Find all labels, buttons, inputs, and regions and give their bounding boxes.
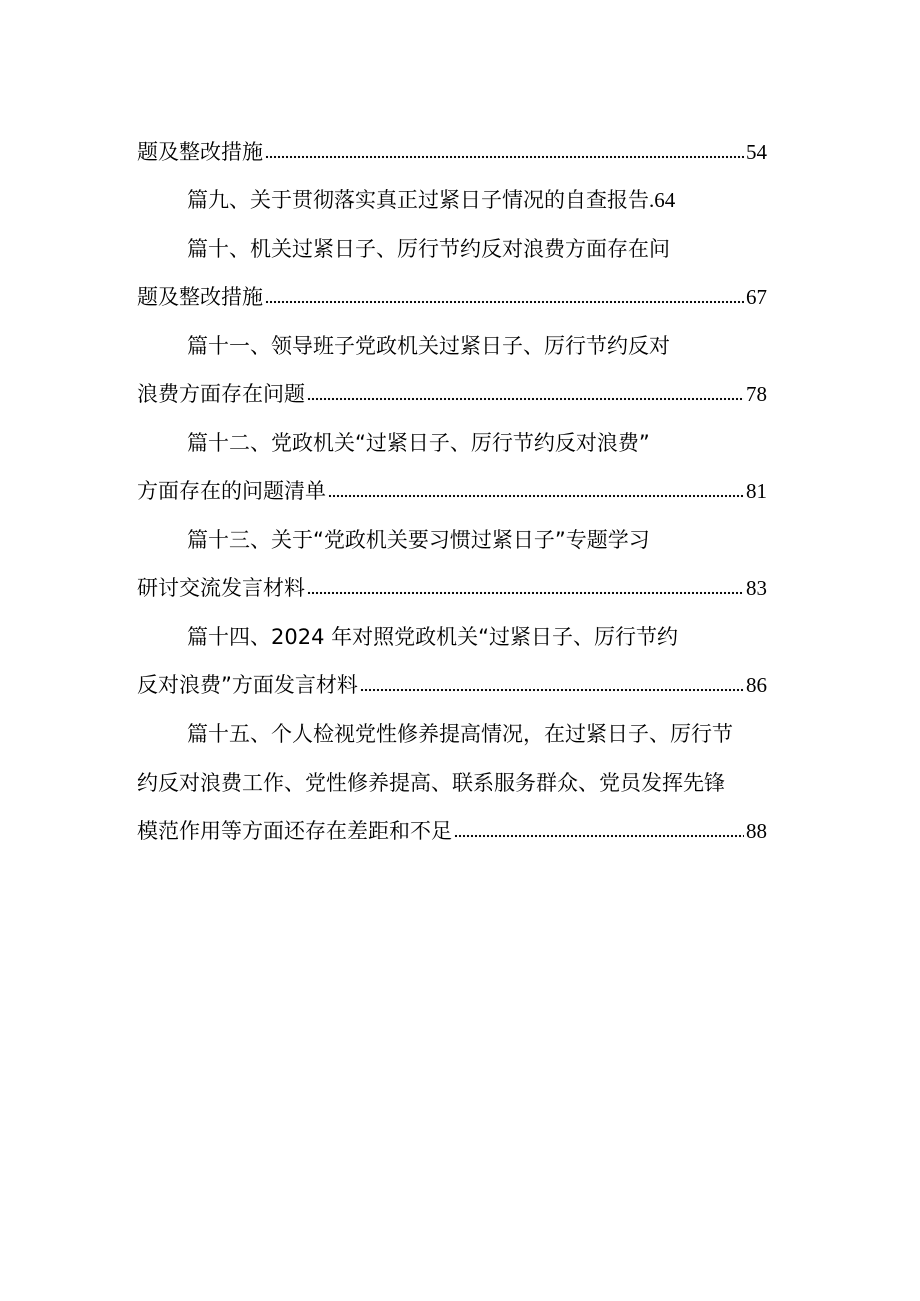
toc-entry-15-line2[interactable] <box>137 763 787 803</box>
toc-entry-11-line2[interactable] <box>137 374 767 414</box>
toc-entry-8-cont[interactable] <box>137 132 767 172</box>
toc-entry-14-line1[interactable] <box>187 617 767 657</box>
toc-entry-11-line1[interactable] <box>187 326 767 366</box>
toc-entry-title: 反对浪费”方面发言材料 <box>137 673 358 697</box>
toc-page-number: 54 <box>746 140 767 164</box>
toc-page-number: 78 <box>746 382 767 406</box>
toc-entry-title: 题及整改措施 <box>137 140 263 164</box>
toc-entry-14-line2[interactable] <box>137 665 767 705</box>
toc-entry-13-line1[interactable] <box>187 520 767 560</box>
toc-entry-12-line1[interactable] <box>187 423 767 463</box>
toc-page-number: 86 <box>746 673 767 697</box>
toc-entry-12-line2[interactable] <box>137 471 767 511</box>
dot-leader <box>360 687 744 693</box>
toc-page-number: .64 <box>649 188 676 212</box>
toc-entry-title: 题及整改措施 <box>137 285 263 309</box>
toc-entry-15-line1[interactable] <box>187 714 787 754</box>
dot-leader <box>328 493 744 499</box>
toc-entry-title: 篇十一、领导班子党政机关过紧日子、厉行节约反对 <box>187 334 670 358</box>
toc-entry-title: 篇十四、2024 年对照党政机关“过紧日子、厉行节约 <box>187 625 678 649</box>
toc-entry-title: 浪费方面存在问题 <box>137 382 305 406</box>
toc-entry-title: 约反对浪费工作、党性修养提高、联系服务群众、党员发挥先锋 <box>137 771 725 795</box>
toc-entry-title: 篇十二、党政机关“过紧日子、厉行节约反对浪费” <box>187 431 650 455</box>
toc-entry-title: 篇十三、关于“党政机关要习惯过紧日子”专题学习 <box>187 528 650 552</box>
dot-leader <box>307 590 744 596</box>
toc-entry-title: 研讨交流发言材料 <box>137 576 305 600</box>
dot-leader <box>307 396 744 402</box>
toc-entry-13-line2[interactable] <box>137 568 767 608</box>
toc-entry-15-line3[interactable] <box>137 811 767 851</box>
dot-leader <box>265 299 744 305</box>
toc-page-number: 67 <box>746 285 767 309</box>
toc-entry-10-line2[interactable] <box>137 277 767 317</box>
toc-entry-title: 篇十、机关过紧日子、厉行节约反对浪费方面存在问 <box>187 237 670 261</box>
toc-entry-title: 篇九、关于贯彻落实真正过紧日子情况的自查报告 <box>187 188 649 212</box>
toc-entry-title: 模范作用等方面还存在差距和不足 <box>137 819 452 843</box>
dot-leader <box>454 833 744 839</box>
toc-entry-title: 篇十五、个人检视党性修养提高情况，在过紧日子、厉行节 <box>187 722 733 746</box>
dot-leader <box>265 154 744 160</box>
toc-entry-10-line1[interactable] <box>187 229 767 269</box>
toc-page-number: 83 <box>746 576 767 600</box>
toc-entry-9[interactable] <box>187 180 767 220</box>
toc-entry-title: 方面存在的问题清单 <box>137 479 326 503</box>
toc-page-number: 81 <box>746 479 767 503</box>
toc-page-number: 88 <box>746 819 767 843</box>
